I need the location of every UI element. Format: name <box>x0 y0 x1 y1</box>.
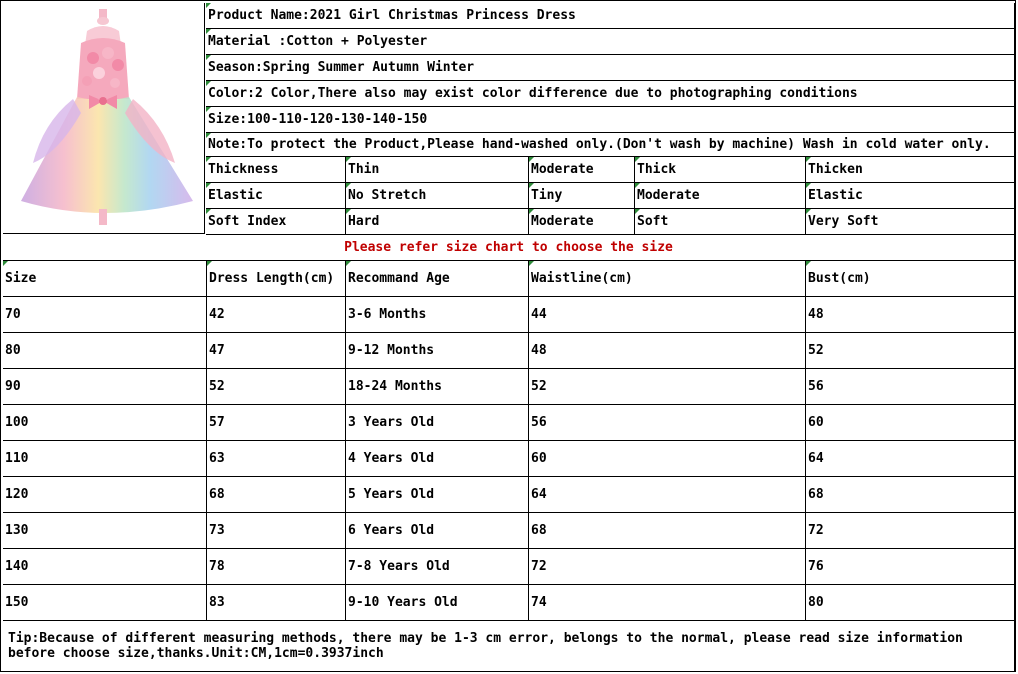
table-cell: 56 <box>806 369 1015 405</box>
table-cell: 42 <box>207 297 346 333</box>
table-header-cell: Waistline(cm) <box>529 261 806 297</box>
attr-value: Moderate <box>529 157 635 183</box>
attr-value: Elastic <box>806 183 1015 209</box>
dress-illustration <box>3 3 203 232</box>
measurement-tip: Tip:Because of different measuring methods, there may be 1-3 cm error, belongs to the normal, please read size information before choose size,thanks.Unit:CM,1cm=0.3937inch <box>3 621 1015 671</box>
table-cell: 44 <box>529 297 806 333</box>
table-cell: 80 <box>3 333 207 369</box>
attr-value: Thick <box>635 157 806 183</box>
attr-value: Thicken <box>806 157 1015 183</box>
table-cell: 73 <box>207 513 346 549</box>
table-cell: 74 <box>529 585 806 621</box>
table-cell: 3-6 Months <box>346 297 529 333</box>
table-cell: 100 <box>3 405 207 441</box>
table-cell: 83 <box>207 585 346 621</box>
table-header-cell: Bust(cm) <box>806 261 1015 297</box>
table-cell: 68 <box>806 477 1015 513</box>
table-cell: 9-12 Months <box>346 333 529 369</box>
table-cell: 110 <box>3 441 207 477</box>
table-cell: 6 Years Old <box>346 513 529 549</box>
table-cell: 130 <box>3 513 207 549</box>
table-cell: 48 <box>806 297 1015 333</box>
table-cell: 5 Years Old <box>346 477 529 513</box>
attr-value: Thin <box>346 157 529 183</box>
table-cell: 76 <box>806 549 1015 585</box>
size-chart-banner: Please refer size chart to choose the size <box>3 235 1015 261</box>
table-cell: 72 <box>806 513 1015 549</box>
table-cell: 70 <box>3 297 207 333</box>
table-cell: 72 <box>529 549 806 585</box>
attr-label: Elastic <box>206 183 346 209</box>
table-cell: 68 <box>529 513 806 549</box>
product-color: Color:2 Color,There also may exist color difference due to photographing conditions <box>206 81 1015 107</box>
table-cell: 78 <box>207 549 346 585</box>
table-cell: 140 <box>3 549 207 585</box>
product-season: Season:Spring Summer Autumn Winter <box>206 55 1015 81</box>
product-material: Material :Cotton + Polyester <box>206 29 1015 55</box>
table-cell: 48 <box>529 333 806 369</box>
attr-label: Soft Index <box>206 209 346 235</box>
table-cell: 4 Years Old <box>346 441 529 477</box>
product-size: Size:100-110-120-130-140-150 <box>206 107 1015 133</box>
table-cell: 52 <box>529 369 806 405</box>
table-cell: 52 <box>806 333 1015 369</box>
table-cell: 60 <box>529 441 806 477</box>
table-cell: 90 <box>3 369 207 405</box>
table-header-cell: Recommand Age <box>346 261 529 297</box>
table-cell: 60 <box>806 405 1015 441</box>
table-cell: 150 <box>3 585 207 621</box>
product-note: Note:To protect the Product,Please hand-washed only.(Don't wash by machine) Wash in cold water only. <box>206 133 1015 157</box>
table-cell: 9-10 Years Old <box>346 585 529 621</box>
table-cell: 64 <box>529 477 806 513</box>
attr-value: No Stretch <box>346 183 529 209</box>
table-cell: 57 <box>207 405 346 441</box>
table-cell: 56 <box>529 405 806 441</box>
attr-value: Very Soft <box>806 209 1015 235</box>
attr-label: Thickness <box>206 157 346 183</box>
attr-value: Moderate <box>635 183 806 209</box>
table-cell: 120 <box>3 477 207 513</box>
attr-value: Hard <box>346 209 529 235</box>
table-cell: 47 <box>207 333 346 369</box>
table-cell: 52 <box>207 369 346 405</box>
dress-photo <box>3 3 205 234</box>
table-cell: 64 <box>806 441 1015 477</box>
table-cell: 3 Years Old <box>346 405 529 441</box>
attr-value: Moderate <box>529 209 635 235</box>
attr-value: Soft <box>635 209 806 235</box>
table-cell: 68 <box>207 477 346 513</box>
attr-value: Tiny <box>529 183 635 209</box>
table-header-cell: Dress Length(cm) <box>207 261 346 297</box>
table-cell: 18-24 Months <box>346 369 529 405</box>
table-cell: 80 <box>806 585 1015 621</box>
table-cell: 7-8 Years Old <box>346 549 529 585</box>
table-cell: 63 <box>207 441 346 477</box>
product-name: Product Name:2021 Girl Christmas Princess Dress <box>206 3 1015 29</box>
table-header-cell: Size <box>3 261 207 297</box>
